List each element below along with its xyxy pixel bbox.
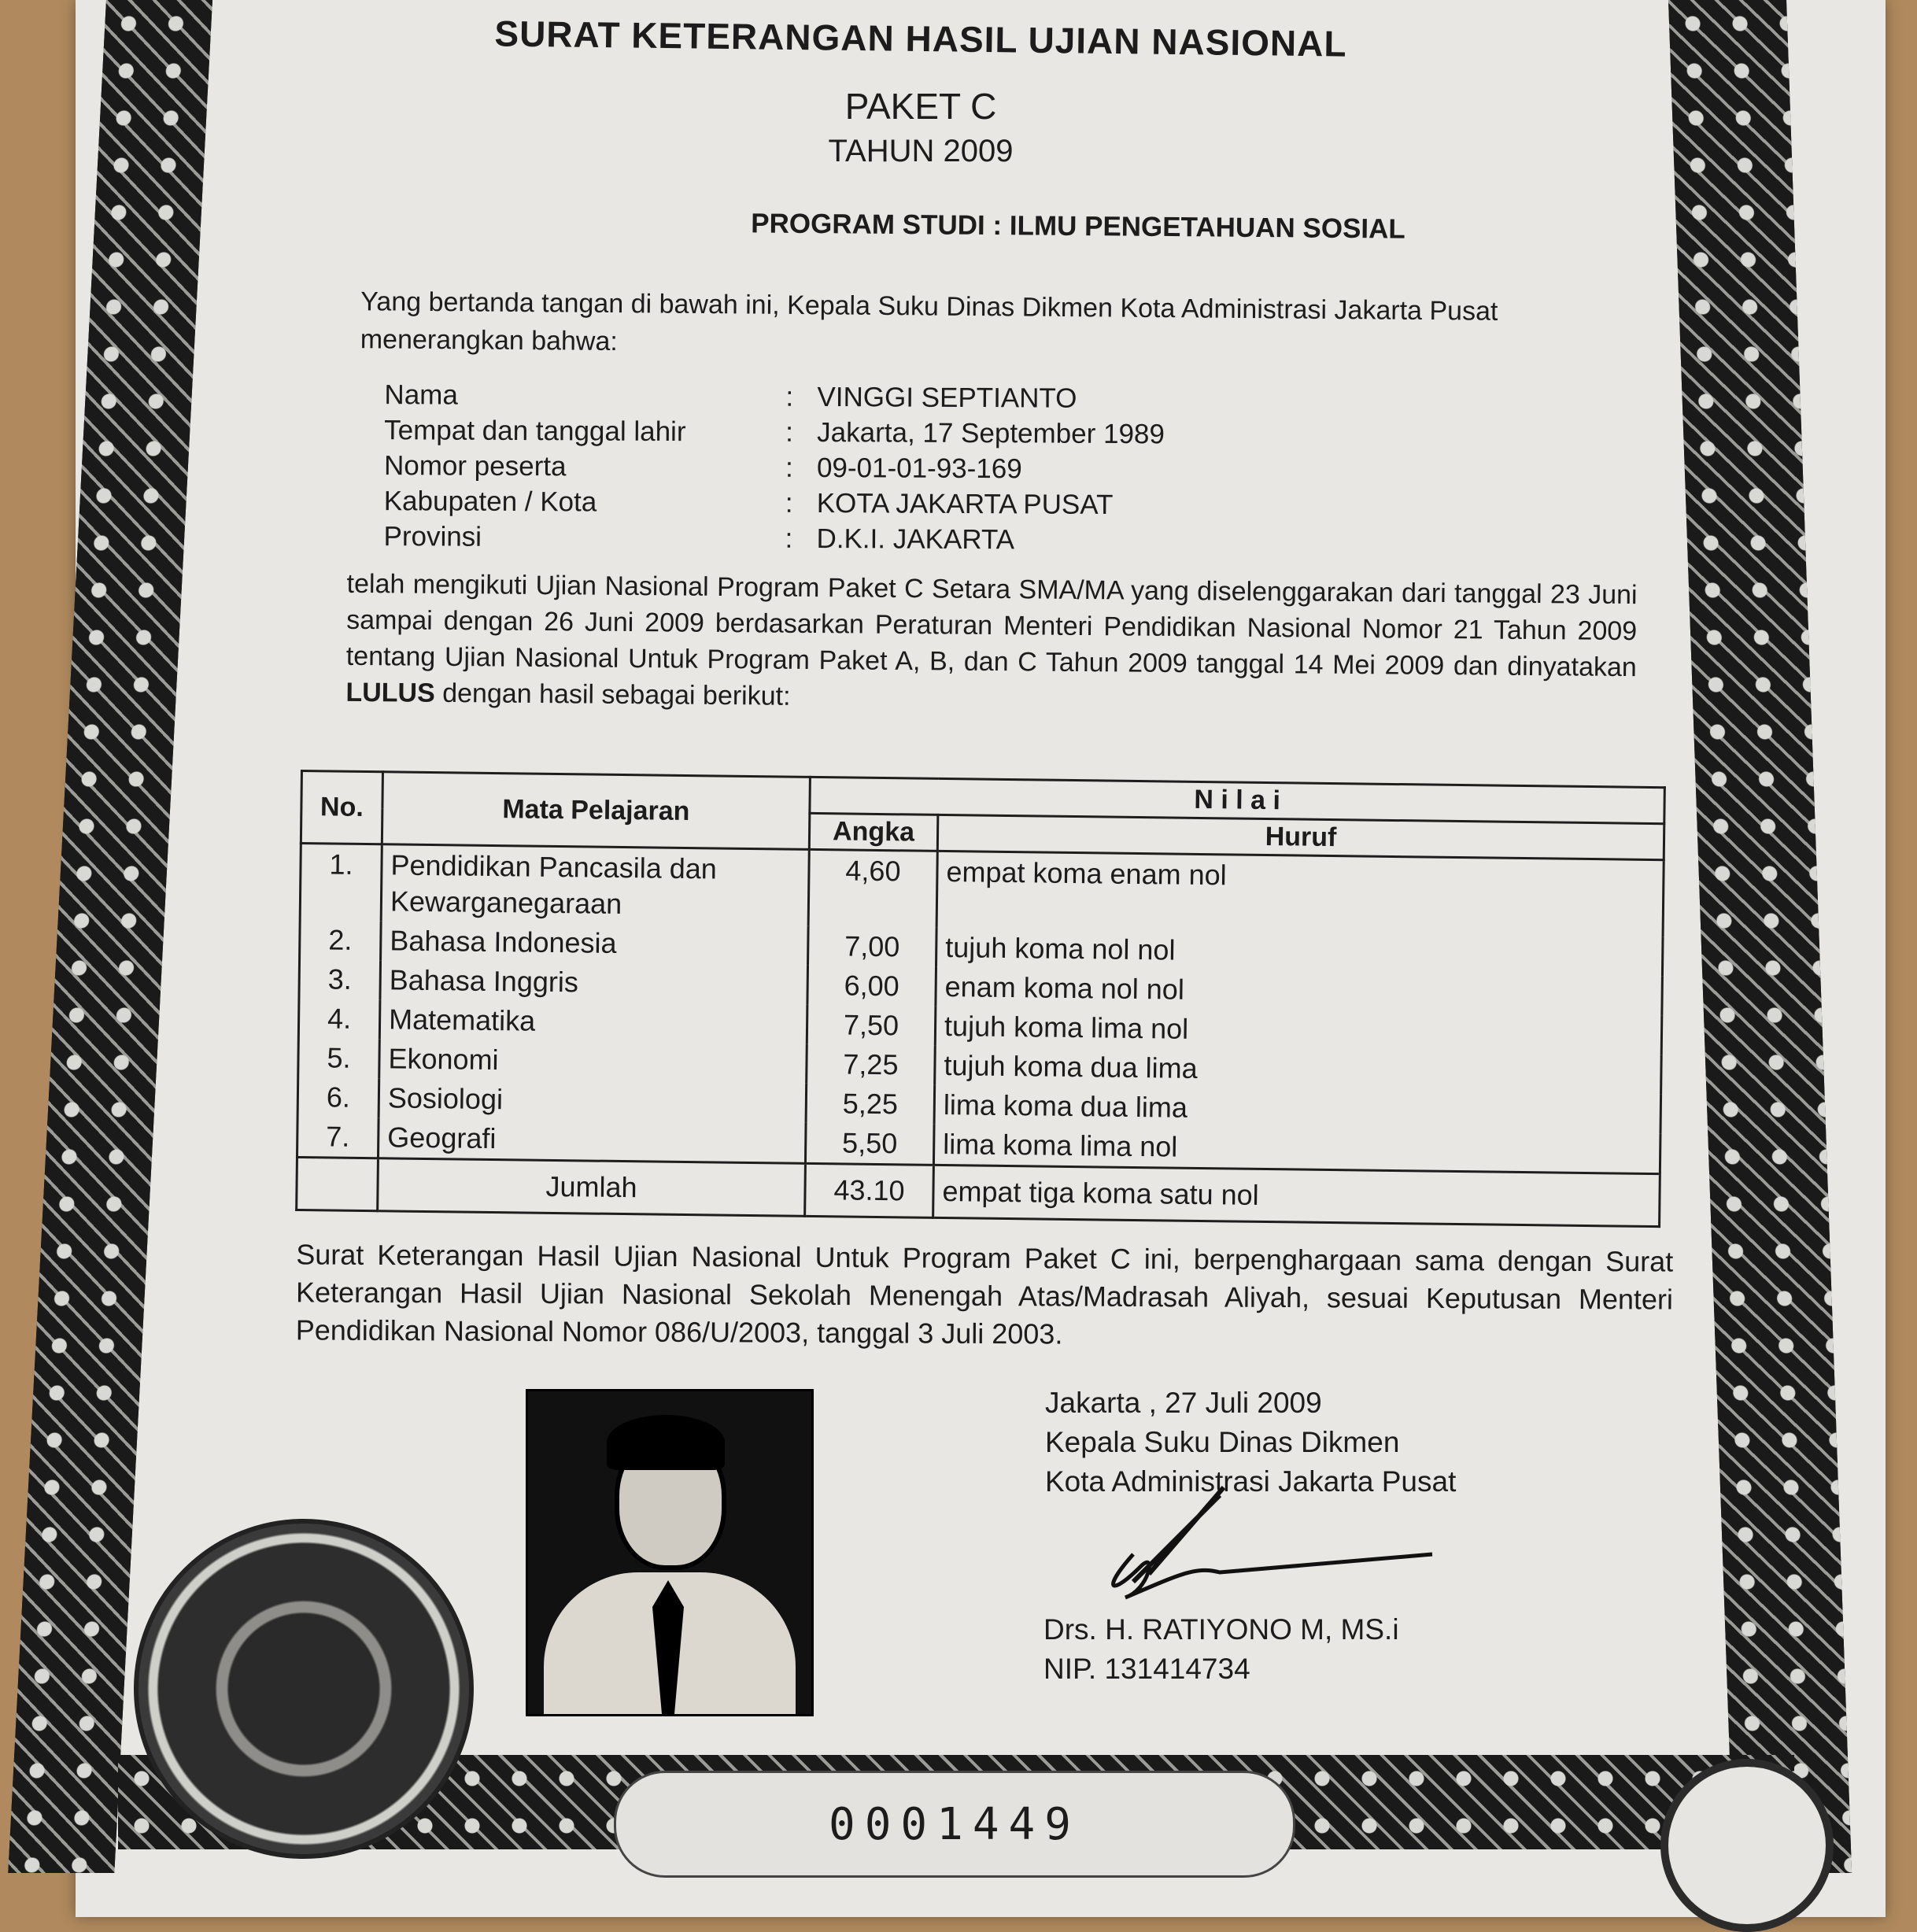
field-row [384,377,1250,417]
signer-nip: NIP. 131414734 [1043,1653,1250,1685]
row-huruf: empat koma enam nol [936,851,1664,936]
total-angka: 43.10 [805,1163,934,1217]
field-value: KOTA JAKARTA PUSAT [816,487,1114,520]
participant-fields [383,377,1250,559]
field-value: D.K.I. JAKARTA [816,523,1015,556]
intro-paragraph: Yang bertanda tangan di bawah ini, Kepala Suku Dinas Dikmen Kota Administrasi Jakarta Pusat menerangkan bahwa: [360,286,1498,357]
field-colon: : [785,487,793,519]
row-angka: 6,00 [807,966,936,1007]
subject-line-2: Kewarganegaraan [390,885,622,920]
field-label: Kabupaten / Kota [383,486,597,518]
field-label: Nama [384,379,458,411]
row-no: 5. [298,1038,380,1078]
row-no: 6. [297,1077,379,1117]
row-huruf: lima koma lima nol [933,1125,1660,1174]
document-title: SURAT KETERANGAN HASIL UJIAN NASIONAL [494,13,1347,65]
study-program: PROGRAM STUDI : ILMU PENGETAHUAN SOSIAL [751,208,1405,245]
field-row [384,448,1250,488]
row-huruf: tujuh koma dua lima [935,1046,1662,1094]
row-subject: Geografi [378,1117,806,1163]
serial-number: 0001449 [614,1771,1295,1878]
header-nilai: N i l a i [810,777,1664,823]
total-label: Jumlah [378,1158,806,1217]
student-photo [526,1389,814,1716]
row-huruf: enam koma nol nol [936,967,1663,1015]
row-subject: Bahasa Inggris [380,960,808,1005]
row-subject: Matematika [379,999,807,1044]
signer-block [1043,1610,1399,1689]
total-empty [297,1157,379,1210]
row-subject [381,844,809,926]
field-colon: : [785,452,793,483]
field-label: Nomor peserta [383,450,567,482]
field-row [383,519,1249,559]
signer-position-2: Kota Administrasi Jakarta Pusat [1045,1465,1457,1498]
row-huruf: lima koma dua lima [934,1085,1661,1133]
photo-hair [607,1415,725,1470]
field-value: Jakarta, 17 September 1989 [817,417,1165,450]
field-colon: : [785,416,794,448]
statement-text: telah mengikuti Ujian Nasional Program Paket C Setara SMA/MA yang diselenggarakan dari tanggal 23 Juni sampai dengan 26 Juni 2009 berdasarkan Peraturan Menteri Pendidikan Nasional Nomor 21 Tahun 2009 tentang Ujian Nasional Untuk Program Paket A, B, dan C Tahun 2009 tanggal 14 Mei 2009 dan dinyatakan [345,568,1638,683]
subject-line-1: Pendidikan Pancasila dan [390,848,718,885]
row-huruf: tujuh koma lima nol [935,1007,1662,1055]
statement-tail: dengan hasil sebagai berikut: [442,678,791,711]
row-no: 1. [300,844,382,922]
signer-name: Drs. H. RATIYONO M, MS.i [1043,1613,1399,1646]
grades-table [295,770,1666,1228]
header-huruf: Huruf [937,815,1664,859]
field-label: Provinsi [383,521,482,552]
pass-status: LULUS [345,677,435,708]
field-value: VINGGI SEPTIANTO [817,382,1077,414]
row-angka: 5,50 [805,1123,934,1165]
field-value: 09-01-01-93-169 [816,453,1022,485]
row-subject: Bahasa Indonesia [381,921,809,966]
paket-title: PAKET C [844,86,997,127]
field-label: Tempat dan tanggal lahir [384,415,686,448]
field-row [384,412,1250,453]
handwritten-signature [1086,1479,1448,1613]
row-no: 2. [300,920,382,960]
header-angka: Angka [809,813,938,851]
row-angka: 5,25 [806,1084,935,1125]
total-huruf: empat tiga koma satu nol [933,1165,1660,1226]
row-subject: Sosiologi [379,1078,807,1123]
row-angka: 4,60 [808,849,937,927]
row-angka: 7,50 [807,1005,936,1046]
year-title: TAHUN 2009 [828,134,1014,168]
row-subject: Ekonomi [379,1039,807,1084]
field-row [384,483,1250,523]
field-colon: : [785,523,793,554]
signer-position-1: Kepala Suku Dinas Dikmen [1045,1426,1400,1458]
row-no: 3. [299,959,381,999]
field-colon: : [785,381,794,412]
equivalence-paragraph: Surat Keterangan Hasil Ujian Nasional Untuk Program Paket C ini, berpenghargaan sama dengan Surat Keterangan Hasil Ujian Nasional Sekolah Menengah Atas/Madrasah Aliyah, sesuai Keputusan Menteri Pendidikan Nasional Nomor 086/U/2003, tanggal 3 Juli 2003. [295,1238,1674,1350]
place-date: Jakarta , 27 Juli 2009 [1045,1387,1322,1419]
row-angka: 7,00 [808,926,937,967]
row-angka: 7,25 [807,1044,936,1085]
row-no: 4. [298,999,380,1039]
row-no: 7. [297,1117,379,1158]
exam-statement [345,566,1638,722]
header-no: No. [301,771,382,844]
row-huruf: tujuh koma nol nol [936,928,1663,976]
header-subject: Mata Pelajaran [382,772,810,850]
